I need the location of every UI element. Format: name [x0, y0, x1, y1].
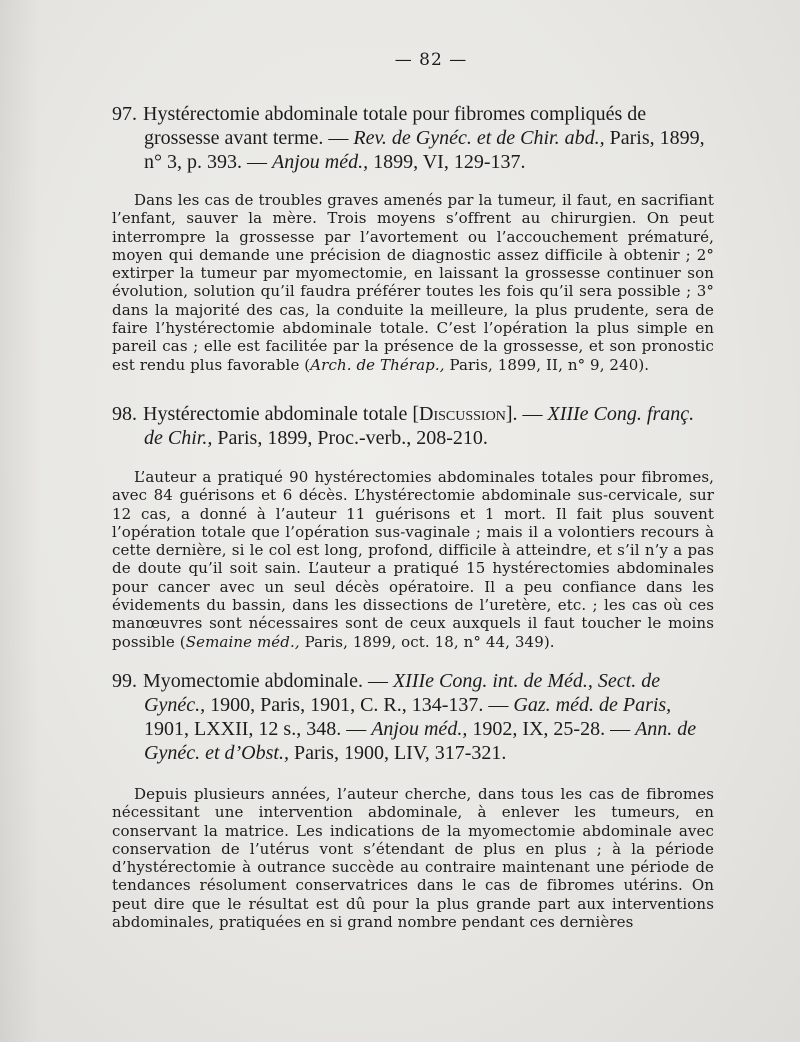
entry-heading: [112, 102, 714, 174]
entry-reference-detail: 1901, LXXII, 12 s., 348. —: [144, 717, 367, 740]
entry-reference-journal: Gaz. méd. de Paris,: [513, 693, 672, 716]
summary-reference-journal: Semaine méd.,: [185, 632, 300, 651]
entry-reference-journal: XIIIe Cong. int. de Méd., Sect. de Gynéc.,: [144, 669, 661, 716]
page-binding-shadow: [0, 0, 40, 1042]
summary-text: Dans les cas de troubles graves amenés par la tumeur, il faut, en sacrifiant l’enfant, sauver la mère. Trois moyens s’offrent au chirurgien. On peut interrompre la grossesse par l’avortement ou l’accouchement prématuré, moyen qui demande une précision de diagnostic assez difficile à obtenir ; 2° extirper la tumeur par myomectomie, en laissant la grossesse continuer son évolution, solution qu’il faudra préférer toutes les fois qu’il sera possible ; 3° dans la majorité des cas, la conduite la meilleure, la plus prudente, sera de faire l’hystérectomie abdominale totale. C’est l’opération la plus simple en pareil cas ; elle est facilitée par la présence de la grossesse, et son pronostic est rendu plus favorable (: [112, 191, 714, 374]
entry-reference-detail: Paris, 1900, LIV, 317-321.: [293, 741, 507, 764]
entry-title: Myomectomie abdominale. —: [143, 669, 388, 692]
entry-number: 98.: [112, 402, 137, 425]
entry-reference-detail: Paris, 1899, Proc.-verb., 208-210.: [217, 426, 488, 449]
entry-summary: [112, 191, 714, 374]
entry-reference-journal: Ann. de Gynéc. et d’Obst.,: [144, 717, 697, 764]
entry-number: 97.: [112, 103, 137, 125]
entry-heading: [112, 402, 714, 450]
entry-title: Hystérectomie abdominale totale [: [143, 402, 420, 425]
entry-summary: [112, 785, 714, 931]
bibliography-entry: [112, 402, 714, 651]
entry-reference-detail: 1902, IX, 25-28. —: [472, 717, 631, 740]
entry-reference-detail: 1899, VI, 129-137.: [373, 151, 526, 173]
summary-reference-journal: Arch. de Thérap.,: [310, 355, 445, 374]
entry-reference-journal: Anjou méd.,: [272, 151, 369, 173]
entry-reference-journal: Anjou méd.,: [371, 717, 468, 740]
entry-title: Hystérectomie abdominale totale pour fibromes compliqués de grossesse avant terme. —: [143, 103, 647, 149]
summary-reference-detail: Paris, 1899, II, n° 9, 240).: [444, 355, 650, 374]
entry-heading: [112, 669, 714, 765]
summary-text: Depuis plusieurs années, l’auteur cherche, dans tous les cas de fibromes nécessitant une intervention abdominale, à enlever les tumeurs, en conservant la matrice. Les indications de la myomectomie abdominale avec conservation de l’utérus vont s’étendant de plus en plus ; à la période d’hystérectomie à outrance succède au contraire maintenant une période de tendances résolument conservatrices dans le cas de fibromes utérins. On peut dire que le résultat est dû pour la plus grande part aux interventions abdominales, pratiquées en si grand nombre pendant ces dernières: [112, 784, 714, 932]
entry-title-end: ]. —: [505, 402, 543, 425]
entry-title-smallcaps: Discussion: [419, 402, 506, 425]
entry-reference-detail: 1900, Paris, 1901, C. R., 134-137. —: [210, 693, 509, 716]
entry-reference-detail: Paris, 1899, n° 3, p. 393. —: [144, 127, 705, 173]
entry-reference-journal: Rev. de Gynéc. et de Chir. abd.,: [353, 127, 605, 149]
entry-summary: [112, 468, 714, 651]
summary-reference-detail: Paris, 1899, oct. 18, n° 44, 349).: [299, 632, 555, 651]
bibliography-entry: [112, 669, 714, 931]
entry-reference-journal: XIIIe Cong. franç. de Chir.,: [144, 402, 695, 449]
entry-number: 99.: [112, 669, 137, 692]
page-number: — 82 —: [394, 50, 468, 70]
bibliography-entry: [112, 102, 714, 374]
summary-text: L’auteur a pratiqué 90 hystérectomies abdominales totales pour fibromes, avec 84 guérisons et 6 décès. L’hystérectomie abdominale sus-cervicale, sur 12 cas, a donné à l’auteur 11 guérisons et 1 mort. Il fait plus souvent l’opération totale que l’opération sus-vaginale ; mais il a volontiers recours à cette dernière, si le col est long, profond, difficile à atteindre, et s’il n’y a pas de doute qu’il soit sain. L’auteur a pratiqué 15 hystérectomies abdominales pour cancer avec un seul décès opératoire. Il a peu confiance dans les évidements du bassin, dans les dissections de l’uretère, etc. ; les cas où ces manœuvres sont nécessaires sont de ceux auxquels il faut toucher le moins possible (: [112, 467, 714, 651]
